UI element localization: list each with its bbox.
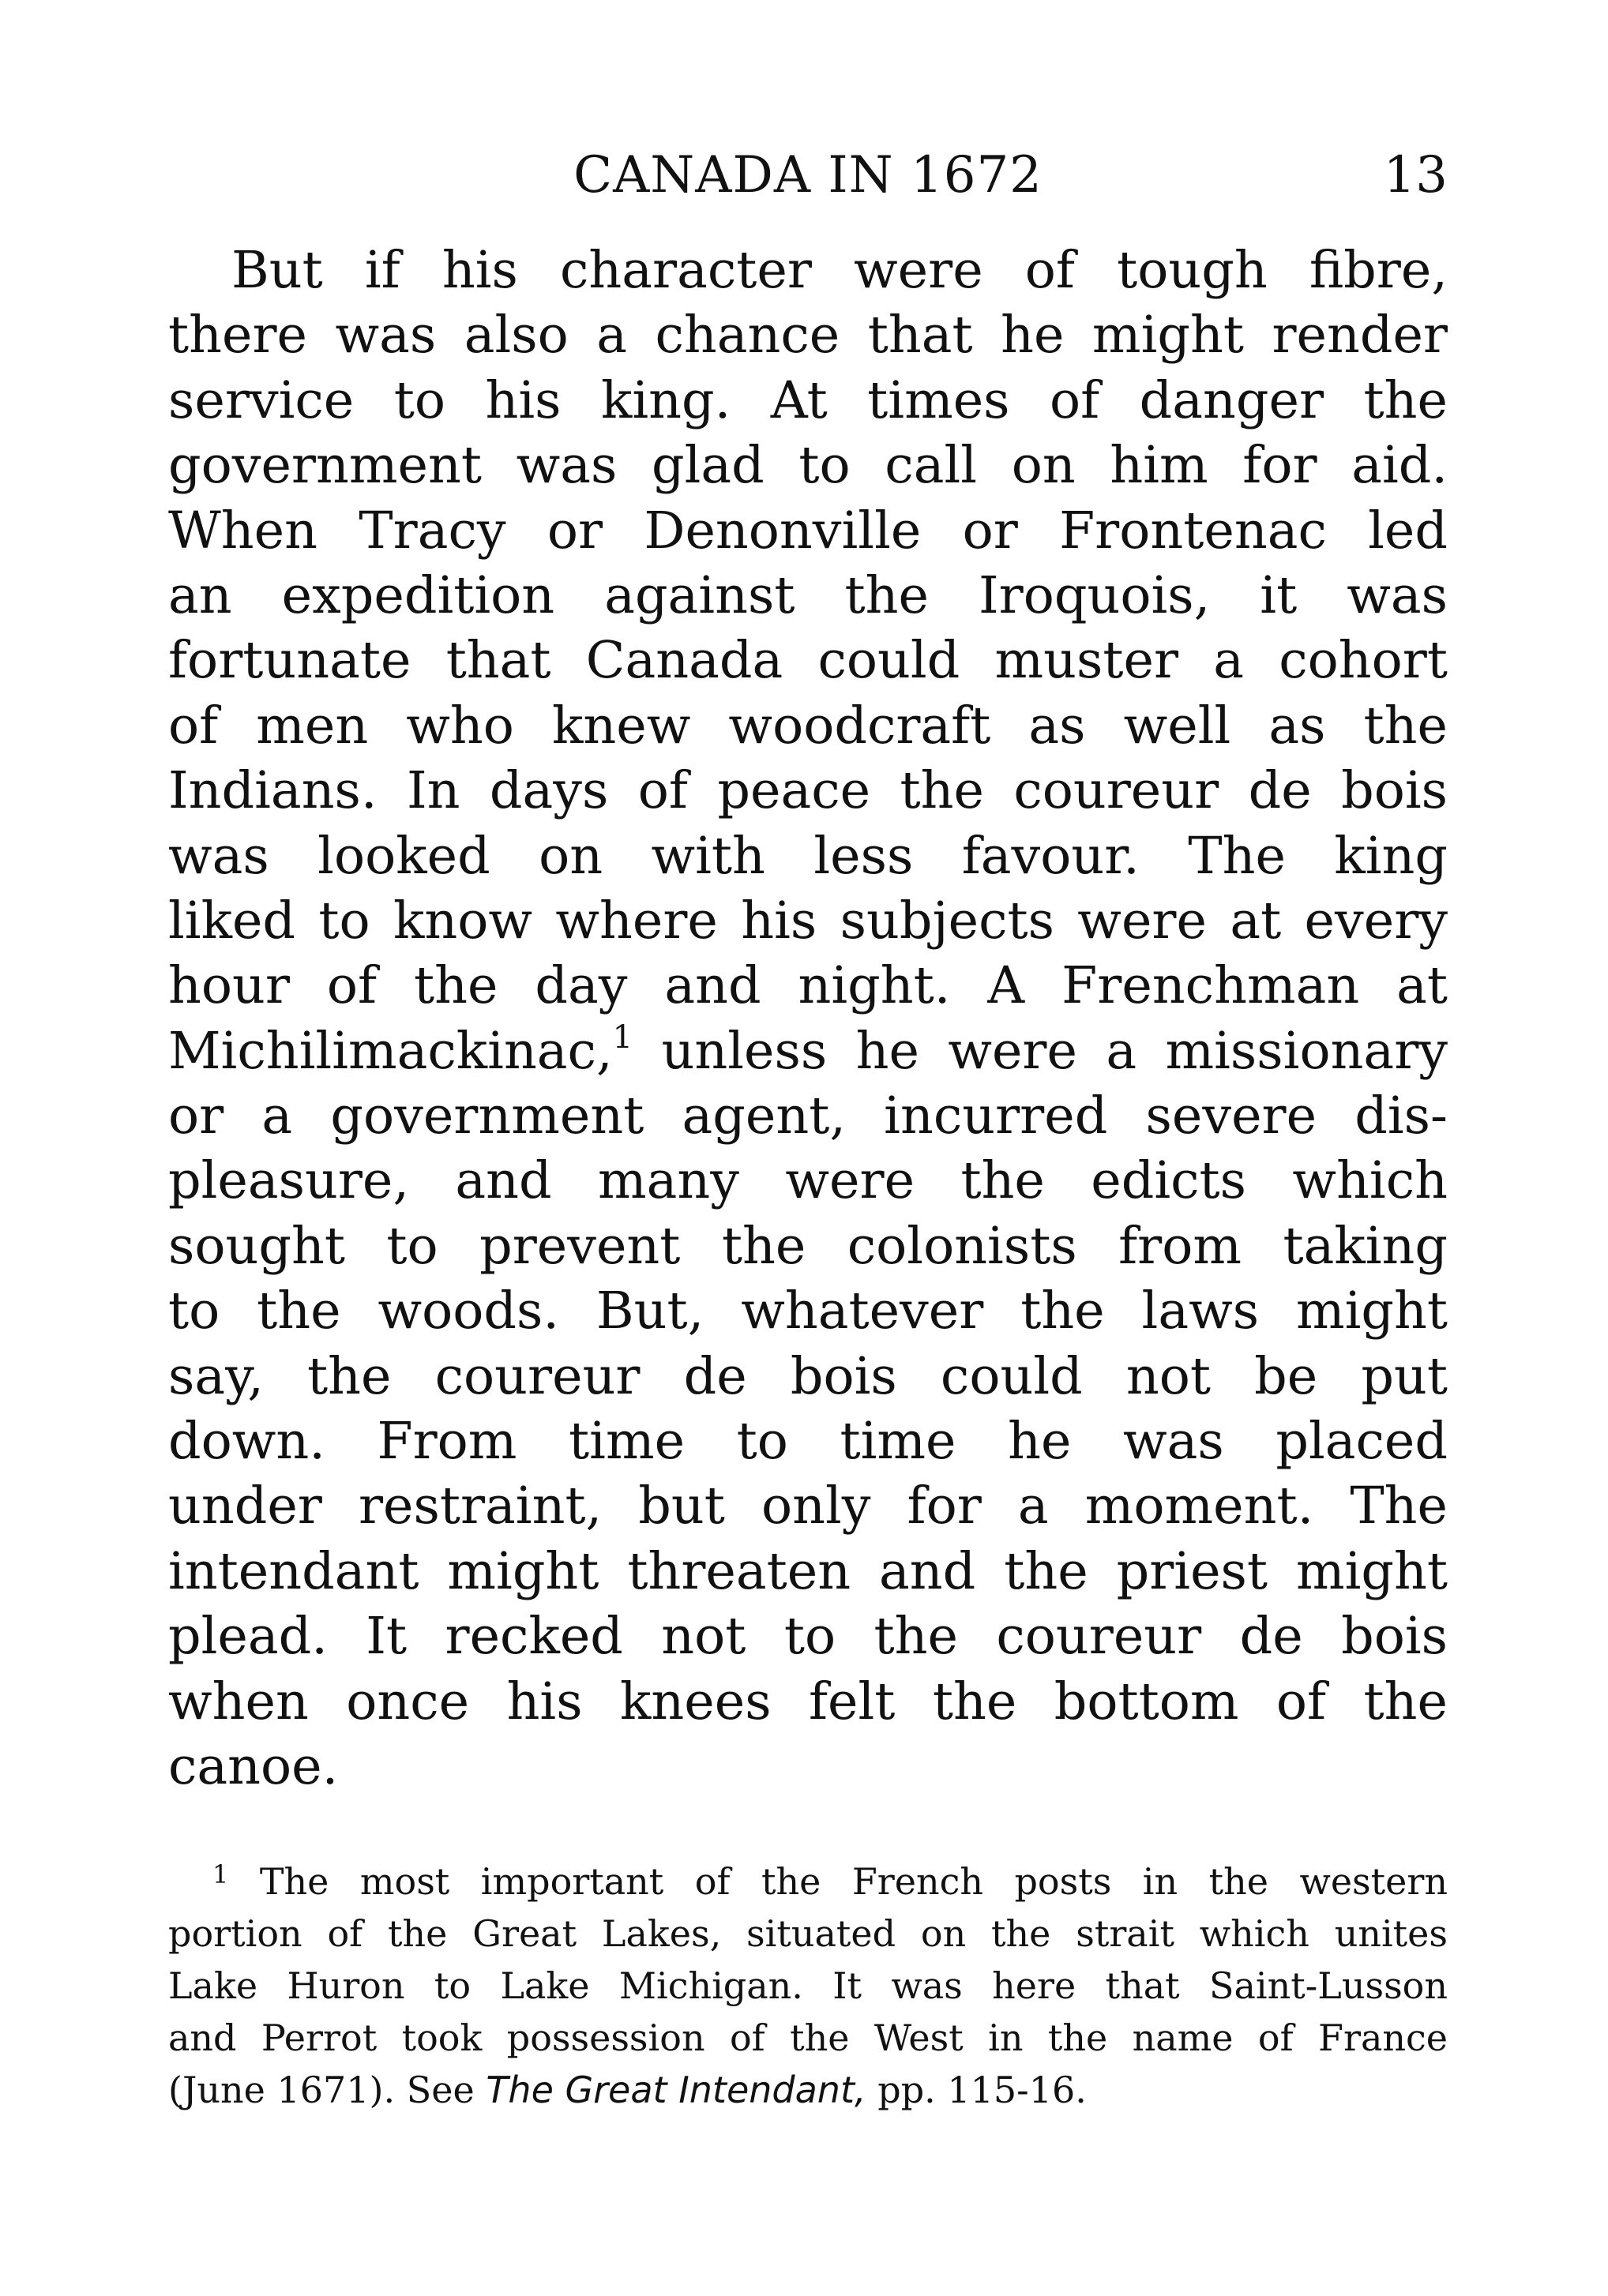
body-line: when once his knees felt the bottom of the [168,1671,1448,1731]
body-line: under restraint, but only for a moment. The [168,1476,1448,1536]
footnote-line: portion of the Great Lakes, situated on the strait which unites [168,1912,1448,1955]
body-line-with-footnote-ref [168,1019,1448,1084]
body-line: intendant might threaten and the priest might [168,1541,1448,1601]
footnote-text: The most important of the French posts in the western [259,1860,1448,1903]
footnote-reference: 1 [612,1019,633,1056]
body-line: fortunate that Canada could muster a cohort [168,631,1448,691]
body-line: service to his king. At times of danger the [168,370,1448,430]
body-line: hour of the day and night. A Frenchman at [168,956,1448,1016]
body-line: to the woods. But, whatever the laws might [168,1281,1448,1341]
body-line: an expedition against the Iroquois, it was [168,565,1448,625]
page-number: 13 [1383,146,1448,204]
footnote-text: (June 1671). See [168,2069,475,2111]
body-line-part: unless he were a missionary [661,1021,1448,1081]
body-line: Indians. In days of peace the coureur de bois [168,761,1448,821]
footnote-line [168,2064,1448,2116]
body-text [168,238,1448,1799]
body-line: say, the coureur de bois could not be put [168,1346,1448,1406]
footnote [168,1855,1448,2116]
footnote-text: pp. 115-16. [877,2069,1087,2111]
body-line: When Tracy or Denonville or Frontenac led [168,501,1448,561]
body-line: canoe. [168,1736,339,1796]
body-line: pleasure, and many were the edicts which [168,1151,1448,1211]
body-line: was looked on with less favour. The king [168,826,1448,886]
body-line: sought to prevent the colonists from taking [168,1216,1448,1276]
running-head [168,136,1448,215]
running-title: CANADA IN 1672 [573,146,1043,204]
body-line: down. From time to time he was placed [168,1412,1448,1472]
body-line: plead. It recked not to the coureur de bois [168,1607,1448,1667]
footnote-marker: 1 [212,1859,229,1889]
footnote-line: and Perrot took possession of the West in the name of France [168,2017,1448,2059]
body-line: of men who knew woodcraft as well as the [168,696,1448,756]
footnote-line [168,1855,1448,1908]
body-line: government was glad to call on him for aid. [168,436,1448,496]
body-line: or a government agent, incurred severe dis- [168,1086,1448,1146]
body-line: there was also a chance that he might render [168,306,1448,366]
body-line: But if his character were of tough fibre, [231,241,1448,300]
body-line: liked to know where his subjects were at every [168,891,1448,951]
book-title-citation: The Great Intendant, [486,2069,866,2111]
body-line-part: Michilimackinac, [168,1021,613,1081]
footnote-line: Lake Huron to Lake Michigan. It was here that Saint-Lusson [168,1964,1448,2007]
